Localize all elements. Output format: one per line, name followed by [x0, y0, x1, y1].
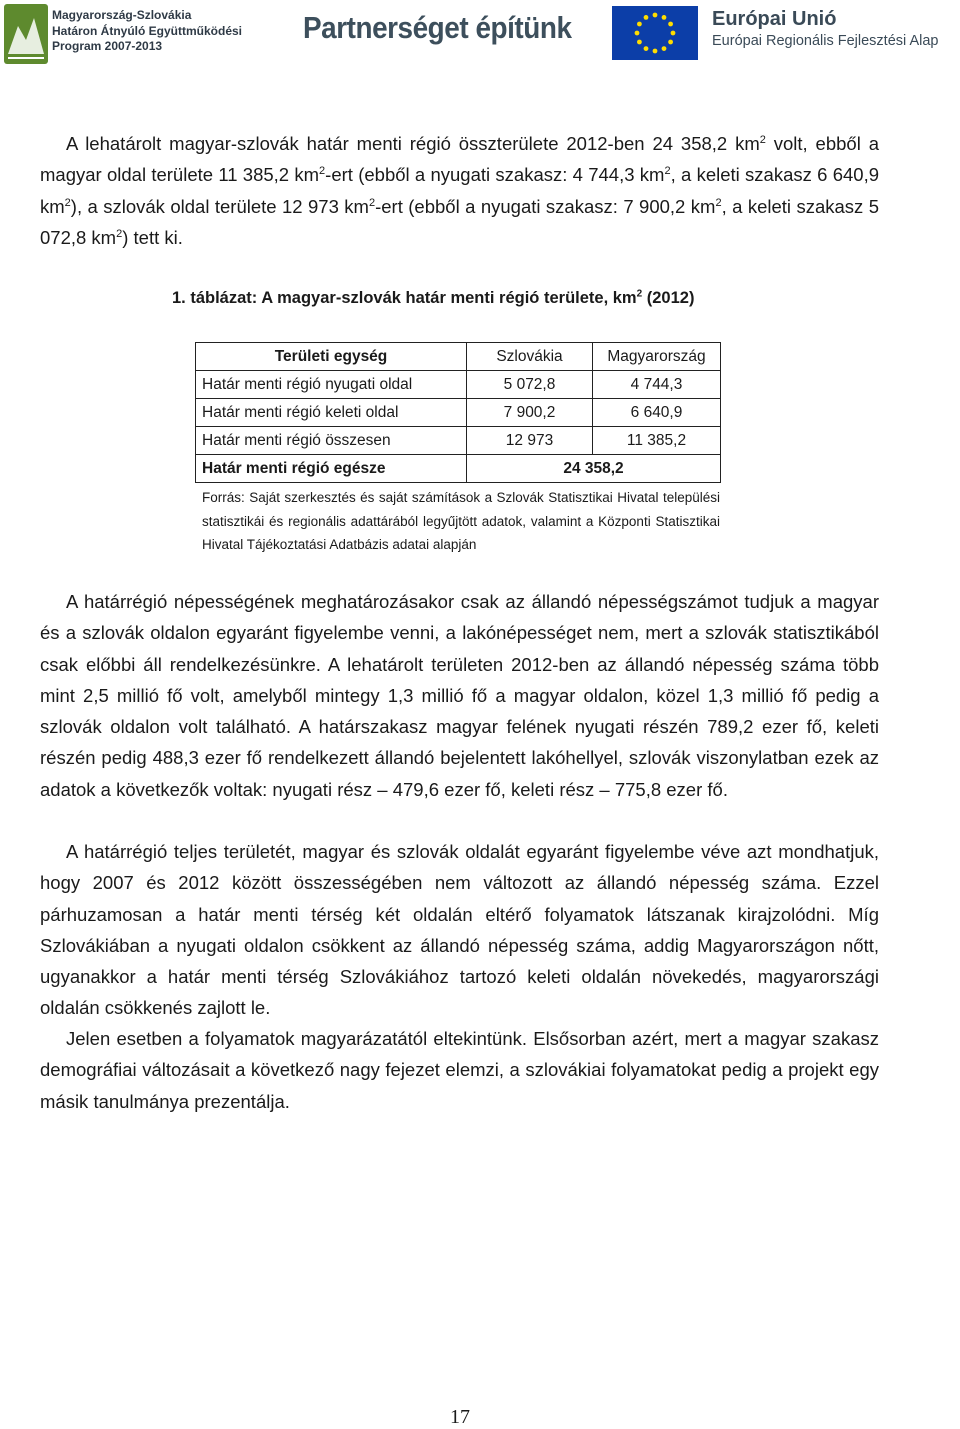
superscript: 2 [368, 196, 376, 209]
body-paragraph: A határrégió teljes területét, magyar és szlovák oldalát egyaránt figyelembe véve azt mondhatjuk, hogy 2007 és 2012 között összességében nem változott az állandó népesség száma. Ezzel párhuzamosan a határ menti térség két oldalán eltérő folyamatok látszanak kirajzolódni. Míg Szlovákiában a nyugati oldalon csökkent az állandó népesség száma, addig Magyarországon nőtt, ugyanakkor a határ menti térség Szlovákiához tartozó keleti oldalán növekedés, magyarországi oldalán csökkenés zajlott le. [40, 841, 879, 1019]
table-caption [172, 289, 694, 308]
eu-star-icon [671, 31, 676, 36]
eu-flag-icon [612, 6, 698, 60]
program-name [52, 8, 242, 55]
eu-star-icon [644, 15, 649, 20]
eu-star-icon [637, 40, 642, 45]
eu-star-icon [668, 22, 673, 27]
text-run: ), a szlovák oldal területe 12 973 km [70, 195, 369, 217]
intro-paragraph [40, 128, 879, 253]
table-cell: 6 640,9 [593, 399, 721, 427]
eu-star-icon [662, 15, 667, 20]
superscript: 2 [636, 288, 643, 300]
area-table [195, 342, 721, 483]
table-source: Forrás: Saját szerkesztés és saját számítások a Szlovák Statisztikai Hivatal települési statisztikái és regionális adattárából legyűjtött adatok, valamint a Központi Statisztikai Hivatal Tájékoztatási Adatbázis adatai alapján [202, 490, 720, 552]
text-run: -ert (ebből a nyugati szakasz: 7 900,2 km [375, 195, 716, 217]
body-paragraph: Jelen esetben a folyamatok magyarázatától eltekintünk. Elsősorban azért, mert a magyar szakasz demográfiai változásait a következő nagy fejezet elemzi, a szlovákiai folyamatokat pedig a projekt egy másik tanulmánya prezentálja. [40, 1028, 879, 1112]
text-run: ) tett ki. [122, 226, 183, 248]
table-row [196, 399, 721, 427]
table-row [196, 371, 721, 399]
table-cell: 24 358,2 [467, 455, 721, 483]
superscript: 2 [715, 196, 722, 209]
eu-title: Európai Unió [712, 8, 837, 30]
table-cell: 4 744,3 [593, 371, 721, 399]
caption-year: (2012) [642, 289, 695, 307]
slogan: Partnerséget építünk [303, 10, 572, 45]
table-total-row [196, 455, 721, 483]
text-run: -ert (ebből a nyugati szakasz: 4 744,3 km [325, 164, 665, 186]
table-cell: Határ menti régió nyugati oldal [196, 371, 467, 399]
eu-subtitle: Európai Regionális Fejlesztési Alap [712, 33, 939, 49]
table-cell: 7 900,2 [467, 399, 593, 427]
table-cell: 12 973 [467, 427, 593, 455]
table-cell: Határ menti régió egésze [196, 455, 467, 483]
page-header [0, 0, 960, 75]
eu-star-icon [637, 22, 642, 27]
program-logo-icon [4, 4, 48, 64]
table-cell: 5 072,8 [467, 371, 593, 399]
superscript: 2 [64, 196, 71, 209]
superscript: 2 [664, 165, 671, 178]
table-cell: Határ menti régió összesen [196, 427, 467, 455]
eu-star-icon [635, 31, 640, 36]
text-run: , a keleti szakasz 6 640,9 km [40, 164, 880, 217]
superscript: 2 [116, 227, 123, 240]
table-cell: 11 385,2 [593, 427, 721, 455]
body-paragraph: A határrégió népességének meghatározásakor csak az állandó népességszámot tudjuk a magyar és a szlovák oldalon egyaránt figyelembe venni, a lakónépességet nem, mert a szlovák statisztikából csak előbbi áll rendelkezésünkre. A lehatárolt területen 2012-ben az állandó népesség száma több mint 2,5 millió fő volt, amelyből mintegy 1,3 millió fő a magyar oldalon, közel 1,3 millió fő pedig a szlovák oldalon volt található. A határszakasz magyar felének nyugati részén 789,2 ezer fő, keleti részén pedig 488,3 ezer fő rendelkezett állandó bejelentett lakóhellyel, szlovák viszonylatban ezek az adatok a következők voltak: nyugati rész – 479,6 ezer fő, keleti rész – 775,8 ezer fő. [40, 591, 879, 800]
eu-star-icon [653, 49, 658, 54]
header-cell: Területi egység [196, 343, 467, 371]
table-cell: Határ menti régió keleti oldal [196, 399, 467, 427]
program-line: Magyarország-Szlovákia [52, 8, 192, 22]
header-cell: Magyarország [593, 343, 721, 371]
eu-star-icon [668, 40, 673, 45]
header-cell: Szlovákia [467, 343, 593, 371]
superscript: 2 [759, 133, 766, 146]
eu-star-icon [644, 46, 649, 51]
text-run: volt, ebből a magyar oldal területe 11 385,2 km [40, 133, 879, 186]
text-run: , a keleti szakasz 5 072,8 km [40, 195, 880, 248]
text-run: A lehatárolt magyar-szlovák határ menti régió összterülete 2012-ben 24 358,2 km [66, 133, 760, 154]
program-line: Program 2007-2013 [52, 39, 163, 53]
table-row [196, 427, 721, 455]
eu-star-icon [653, 13, 658, 18]
eu-star-icon [662, 46, 667, 51]
program-line: Határon Átnyúló Együttműködési [52, 23, 243, 38]
page-number: 17 [450, 1406, 470, 1428]
caption-text: 1. táblázat: A magyar-szlovák határ menti régió területe, km [172, 289, 637, 307]
superscript: 2 [319, 165, 326, 178]
table-header-row [196, 343, 721, 371]
